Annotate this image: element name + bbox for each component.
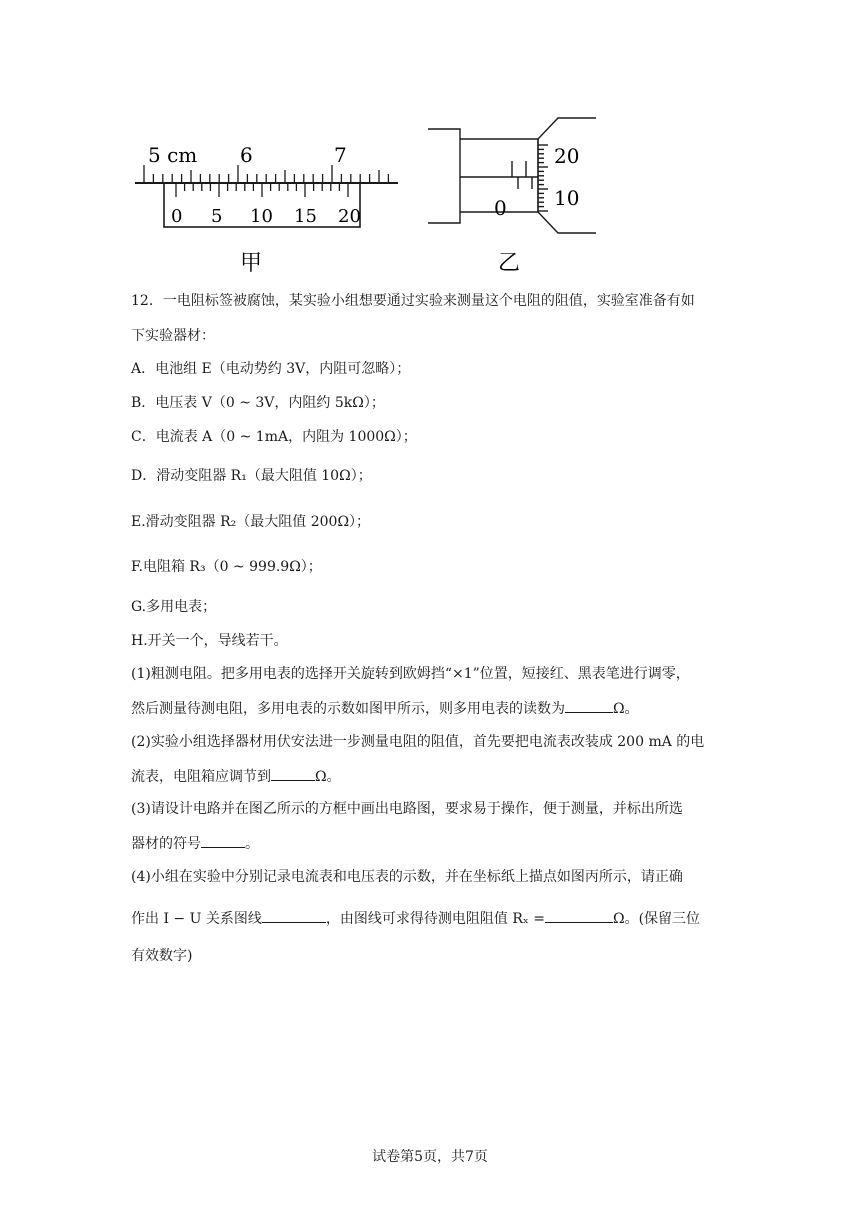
- vernier-label-10: 10: [250, 206, 273, 227]
- vernier-label-20: 20: [338, 206, 361, 227]
- part3-line1: (3)请设计电路并在图乙所示的方框中画出电路图，要求易于操作，便于测量，并标出所选: [131, 801, 683, 817]
- option-b: B．电压表 V（0 ~ 3V，内阻约 5kΩ）；: [131, 395, 385, 411]
- figure-yi-micrometer: [420, 115, 610, 280]
- part4-line2: 作出 I − U 关系图线 ，由图线可求得待测电阻阻值 Rₓ = Ω。(保留三位: [131, 908, 700, 929]
- figure-jia-caption: 甲: [240, 251, 263, 276]
- sleeve-label-0: 0: [494, 196, 507, 220]
- figure-yi-caption: 乙: [498, 251, 521, 276]
- question-intro-line2: 下实验器材：: [131, 328, 215, 344]
- vernier-label-15: 15: [294, 206, 317, 227]
- main-label-6: 6: [240, 143, 253, 167]
- thimble-label-10: 10: [554, 186, 580, 210]
- figure-jia-vernier: [130, 138, 410, 278]
- page-footer: 试卷第5页，共7页: [372, 1149, 488, 1165]
- answer-blank-2[interactable]: [271, 766, 315, 781]
- part1-line2: 然后测量待测电阻，多用电表的示数如图甲所示，则多用电表的读数为 Ω。: [131, 698, 639, 719]
- option-c: C．电流表 A（0 ~ 1mA，内阻为 1000Ω）；: [131, 429, 417, 445]
- answer-blank-4[interactable]: [262, 908, 326, 923]
- option-g: G.多用电表；: [131, 599, 217, 615]
- question-intro-line1: 12．一电阻标签被腐蚀，某实验小组想要通过实验来测量这个电阻的阻值，实验室准备有如: [131, 293, 695, 309]
- answer-blank-1[interactable]: [565, 698, 613, 713]
- answer-blank-5[interactable]: [545, 908, 613, 923]
- part4-line3: 有效数字): [131, 948, 193, 964]
- part3-line2: 器材的符号 。: [131, 833, 259, 854]
- part2-line1: (2)实验小组选择器材用伏安法进一步测量电阻的阻值，首先要把电流表改装成 200 mA 的电: [131, 734, 705, 750]
- main-label-5cm: 5 cm: [148, 143, 198, 167]
- option-e: E.滑动变阻器 R₂（最大阻值 200Ω）；: [131, 514, 371, 530]
- option-h: H.开关一个，导线若干。: [131, 633, 288, 649]
- answer-blank-3[interactable]: [201, 833, 245, 848]
- vernier-label-5: 5: [211, 206, 223, 227]
- thimble-label-20: 20: [554, 144, 580, 168]
- part1-line1: (1)粗测电阻。把多用电表的选择开关旋转到欧姆挡“×1”位置，短接红、黑表笔进行调零，: [131, 666, 690, 682]
- vernier-label-0: 0: [171, 206, 183, 227]
- part2-line2: 流表，电阻箱应调节到 Ω。: [131, 766, 341, 787]
- option-a: A．电池组 E（电动势约 3V，内阻可忽略）；: [131, 361, 411, 377]
- option-f: F.电阻箱 R₃（0 ~ 999.9Ω）；: [131, 559, 322, 575]
- part4-line1: (4)小组在实验中分别记录电流表和电压表的示数，并在坐标纸上描点如图丙所示，请正确: [131, 869, 683, 885]
- option-d: D．滑动变阻器 R₁（最大阻值 10Ω）；: [131, 468, 372, 484]
- main-label-7: 7: [334, 143, 347, 167]
